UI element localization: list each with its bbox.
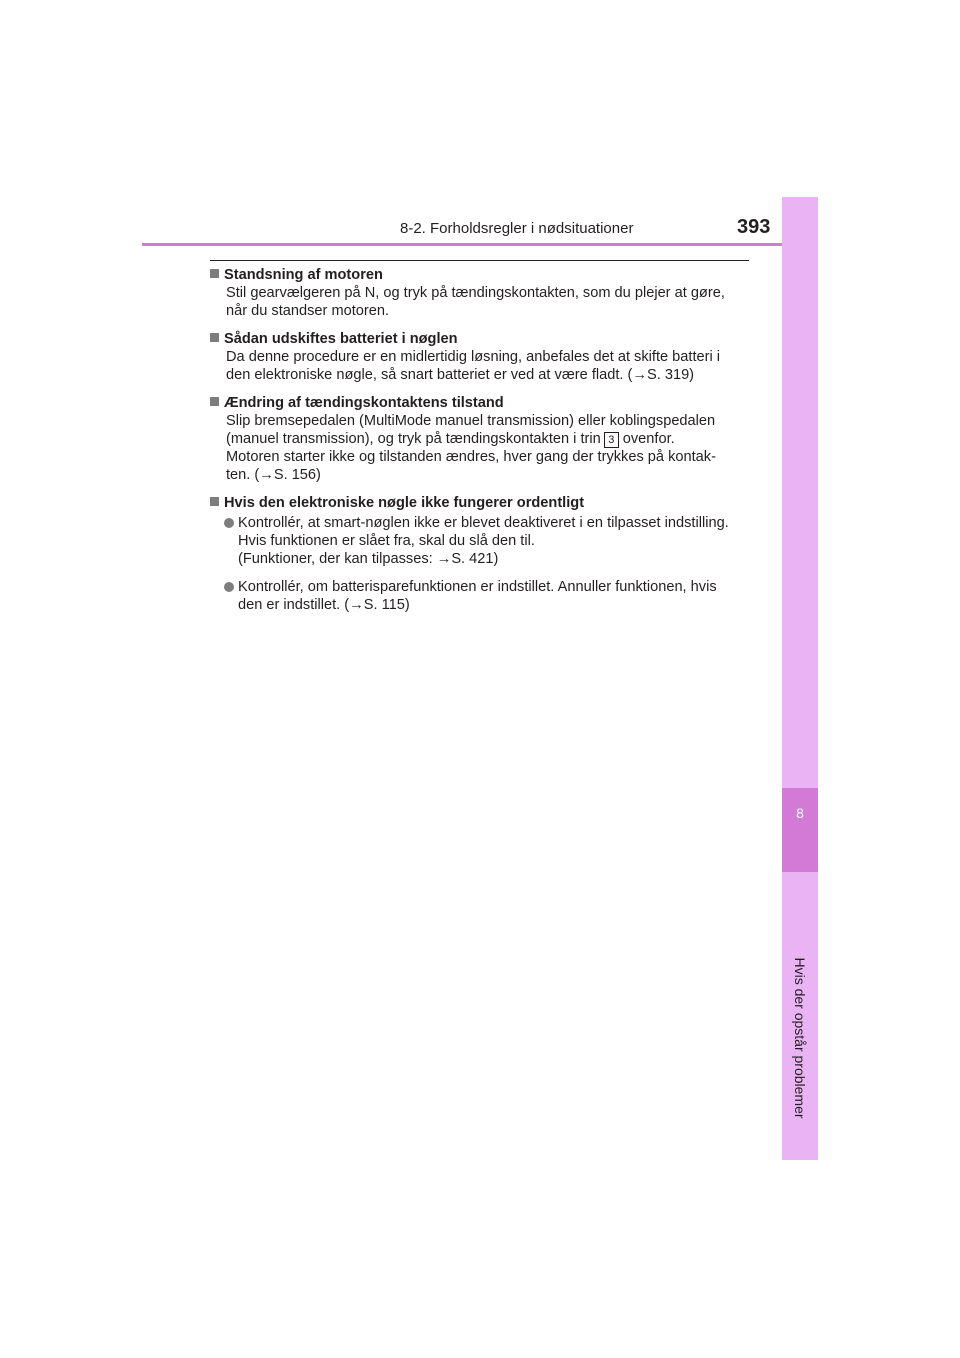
content-top-rule bbox=[210, 260, 749, 261]
text-line: når du standser motoren. bbox=[226, 303, 390, 319]
section-header: 8-2. Forholdsregler i nødsituationer bbox=[400, 220, 634, 237]
section-title: Hvis den elektroniske nøgle ikke fungerer ordentligt bbox=[224, 495, 585, 511]
chapter-title: Hvis der opstår problemer bbox=[792, 957, 808, 1119]
step-number-box: 3 bbox=[604, 432, 619, 448]
square-bullet-icon bbox=[210, 397, 219, 406]
section-text bbox=[210, 412, 749, 484]
text-line: Da denne procedure er en midlertidig løsning, anbefales det at skifte batteri i bbox=[226, 349, 721, 365]
text-line: den er indstillet. (→S. 115) bbox=[238, 597, 410, 613]
text-line: Kontrollér, at smart-nøglen ikke er blevet deaktiveret i en tilpasset indstilling. bbox=[238, 515, 729, 531]
section-title: Standsning af motoren bbox=[224, 267, 383, 283]
header-accent-line bbox=[142, 243, 818, 246]
section-stopping-engine bbox=[210, 266, 749, 320]
text-line: Hvis funktionen er slået fra, skal du slå den til. bbox=[238, 533, 535, 549]
text-line: Kontrollér, om batterisparefunktionen er indstillet. Annuller funktionen, hvis bbox=[238, 579, 717, 595]
section-replace-battery bbox=[210, 330, 749, 384]
text-line: Stil gearvælgeren på N, og tryk på tændingskontakten, som du plejer at gøre, bbox=[226, 285, 725, 301]
section-ignition-mode bbox=[210, 394, 749, 484]
section-text bbox=[210, 348, 749, 384]
round-bullet-icon bbox=[224, 582, 234, 592]
round-bullet-icon bbox=[224, 518, 234, 528]
page-number: 393 bbox=[737, 216, 771, 238]
text-line: Motoren starter ikke og tilstanden ændres, hver gang der trykkes på kontak- bbox=[226, 449, 716, 465]
section-key-not-working bbox=[210, 494, 749, 614]
list-item bbox=[210, 578, 749, 614]
text-line: ten. (→S. 156) bbox=[226, 467, 321, 483]
text-line: den elektroniske nøgle, så snart batteriet er ved at være fladt. (→S. 319) bbox=[226, 367, 695, 383]
page-content bbox=[210, 266, 749, 624]
square-bullet-icon bbox=[210, 333, 219, 342]
section-title: Ændring af tændingskontaktens tilstand bbox=[224, 395, 504, 411]
section-title: Sådan udskiftes batteriet i nøglen bbox=[224, 331, 458, 347]
text-line: (Funktioner, der kan tilpasses: →S. 421) bbox=[238, 551, 499, 567]
list-item bbox=[210, 514, 749, 568]
text-line: (manuel transmission), og tryk på tændingskontakten i trin 3 ovenfor. bbox=[226, 431, 675, 447]
square-bullet-icon bbox=[210, 269, 219, 278]
chapter-number-tab[interactable] bbox=[782, 788, 818, 872]
text-line: Slip bremsepedalen (MultiMode manuel transmission) eller koblingspedalen bbox=[226, 413, 716, 429]
section-text bbox=[210, 284, 749, 320]
chapter-number: 8 bbox=[796, 805, 804, 821]
square-bullet-icon bbox=[210, 497, 219, 506]
